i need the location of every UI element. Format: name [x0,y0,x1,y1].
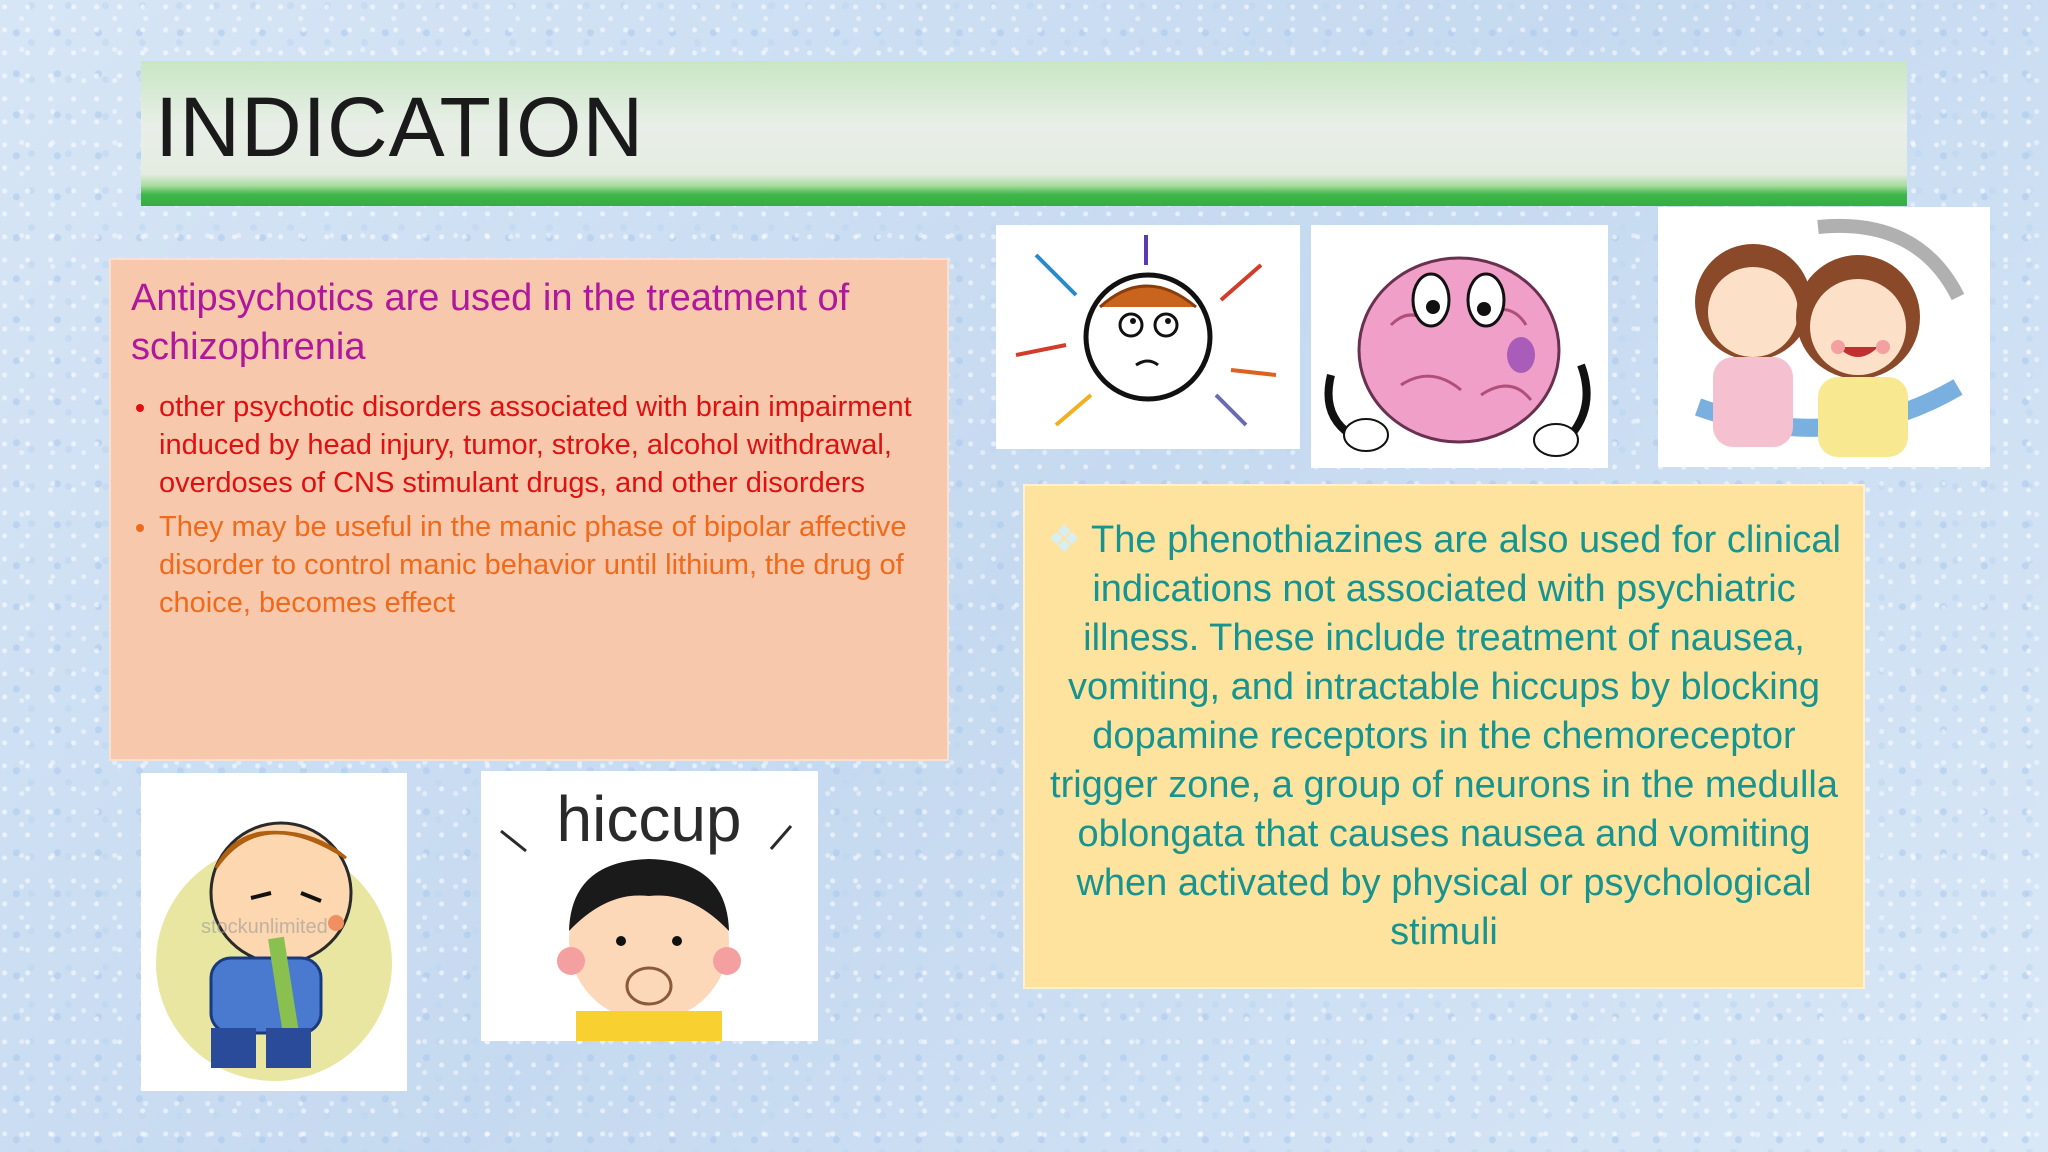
diamond-bullet-icon: ❖ [1047,519,1082,561]
mood-swing-girls-image [1658,207,1990,467]
hiccup-label: hiccup [556,783,742,855]
schizophrenia-text-box [109,258,949,761]
phenothiazines-text: The phenothiazines are also used for clinical indications not associated with psychiatric illness. These include treatment of nausea, vomiting, and intractable hiccups by blocking dopamine receptors in the chemoreceptor trigger zone, a group of neurons in the medulla oblongata that causes nausea and vomiting when activated by physical or psychological stimuli [1050,519,1841,953]
slide-title: INDICATION [155,80,645,174]
stock-watermark: stockunlimited [201,916,328,938]
indication-list [131,388,927,622]
vomiting-boy-image [141,773,407,1091]
hiccup-boy-image [481,771,818,1041]
stressed-face-image [996,225,1300,449]
tired-brain-image [1311,225,1608,468]
bullet-bipolar: • They may be useful in the manic phase of bipolar affective disorder to control manic behavior until lithium, the drug of choice, becomes effect [159,508,927,622]
bullet-psychotic-disorders: • other psychotic disorders associated with brain impairment induced by head injury, tumor, stroke, alcohol withdrawal, overdoses of CNS stimulant drugs, and other disorders [159,388,927,502]
lead-text: Antipsychotics are used in the treatment of schizophrenia [131,277,850,368]
title-band [141,61,1907,206]
phenothiazines-text-box [1023,484,1865,989]
